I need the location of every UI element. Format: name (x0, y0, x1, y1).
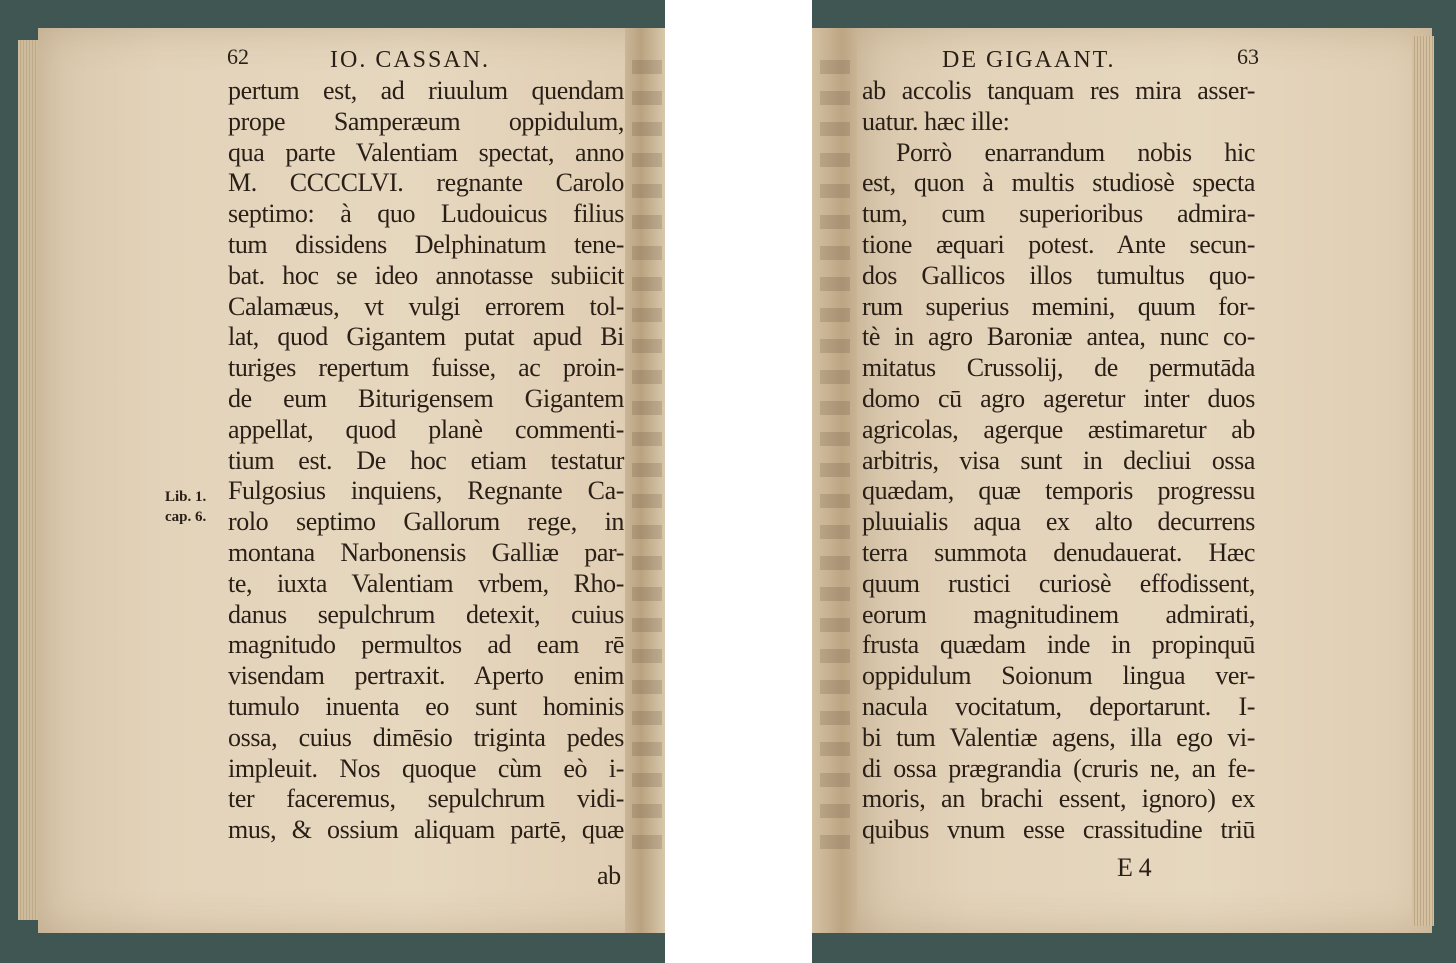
text-line: pluuialis aqua ex alto decurrens (862, 507, 1255, 537)
text-line: bat. hoc se ideo annotasse subiicit (228, 260, 624, 290)
text-line: terra summota denudauerat. Hæc (862, 538, 1255, 567)
right-page-scan (812, 0, 1456, 963)
text-line: moris, an brachi essent, ignoro) ex (862, 784, 1255, 814)
left-folio: 62 (227, 44, 249, 69)
text-line: quum rustici curiosè effodissent, (862, 568, 1255, 598)
catchword: ab (597, 861, 621, 890)
text-line: quædam, quæ temporis progressu (862, 476, 1255, 506)
text-line: Calamæus, vt vulgi errorem tol- (228, 291, 624, 321)
text-line: nacula vocitatum, deportarunt. I- (862, 692, 1255, 721)
text-line: agricolas, agerque æstimaretur ab (862, 414, 1255, 444)
margin-note-line: cap. 6. (165, 509, 207, 525)
facing-page-bleed (820, 60, 850, 860)
facing-page-bleed (632, 60, 662, 860)
text-line: tumulo inuenta eo sunt hominis (228, 692, 624, 721)
text-line: M. CCCCLVI. regnante Carolo (228, 168, 624, 198)
text-line: domo cū agro ageretur inter duos (862, 384, 1255, 413)
right-folio: 63 (1237, 44, 1259, 69)
text-line: tum, cum superioribus admira- (862, 199, 1255, 229)
text-line: di ossa prægrandia (cruris ne, an fe- (862, 753, 1255, 783)
text-line: uatur. hæc ille: (862, 106, 1010, 136)
text-line: mus, & ossium aliquam partē, quæ (228, 815, 624, 845)
text-line: rum superius memini, quum for- (862, 291, 1255, 321)
text-line: oppidulum Soionum lingua ver- (862, 661, 1255, 691)
text-line: pertum est, ad riuulum quendam (228, 76, 624, 105)
text-line: quibus vnum esse crassitudine triū (862, 815, 1255, 845)
text-line: tium est. De hoc etiam testatur (228, 445, 624, 475)
left-running-head: IO. CASSAN. (330, 47, 491, 73)
text-line: arbitris, visa sunt in decliui ossa (862, 445, 1255, 475)
text-line: frusta quædam inde in propinquū (862, 630, 1255, 660)
margin-note (165, 487, 206, 527)
right-running-head: DE GIGAANT. (942, 47, 1116, 73)
text-line: lat, quod Gigantem putat apud Bi (228, 322, 624, 352)
text-line: rolo septimo Gallorum rege, in (228, 507, 624, 537)
text-line: montana Narbonensis Galliæ par- (228, 538, 624, 567)
text-line: danus sepulchrum detexit, cuius (228, 599, 624, 629)
margin-note-line: Lib. 1. (165, 489, 207, 505)
page-edges (1412, 36, 1434, 926)
text-line: septimo: à quo Ludouicus filius (228, 199, 624, 229)
signature-mark: E 4 (1117, 853, 1152, 882)
text-line: ter faceremus, sepulchrum vidi- (228, 784, 624, 814)
text-line: est, quon à multis studiosè specta (862, 168, 1255, 198)
text-line: visendam pertraxit. Aperto enim (228, 661, 624, 691)
text-line: de eum Biturigensem Gigantem (228, 384, 624, 413)
text-line: impleuit. Nos quoque cùm eò i- (228, 753, 624, 783)
text-line: tione æquari potest. Ante secun- (862, 230, 1255, 259)
text-line: turiges repertum fuisse, ac proin- (228, 353, 624, 383)
text-line: tum dissidens Delphinatum tene- (228, 230, 624, 259)
text-line: bi tum Valentiæ agens, illa ego vi- (862, 722, 1255, 752)
text-line: appellat, quod planè commenti- (228, 414, 624, 444)
text-line: dos Gallicos illos tumultus quo- (862, 260, 1255, 290)
left-page-scan (0, 0, 665, 963)
text-line: magnitudo permultos ad eam rē (228, 630, 624, 660)
text-line: ab accolis tanquam res mira asser- (862, 76, 1255, 105)
text-line: te, iuxta Valentiam vrbem, Rho- (228, 568, 624, 598)
text-line: eorum magnitudinem admirati, (862, 599, 1255, 629)
text-line: prope Samperæum oppidulum, (228, 106, 624, 136)
text-line: Porrò enarrandum nobis hic (896, 137, 1255, 167)
text-line: mitatus Crussolij, de permutāda (862, 353, 1255, 383)
text-line: tè in agro Baroniæ antea, nunc co- (862, 322, 1255, 352)
text-line: ossa, cuius dimēsio triginta pedes (228, 722, 624, 752)
text-line: qua parte Valentiam spectat, anno (228, 137, 624, 167)
text-line: Fulgosius inquiens, Regnante Ca- (228, 476, 624, 506)
